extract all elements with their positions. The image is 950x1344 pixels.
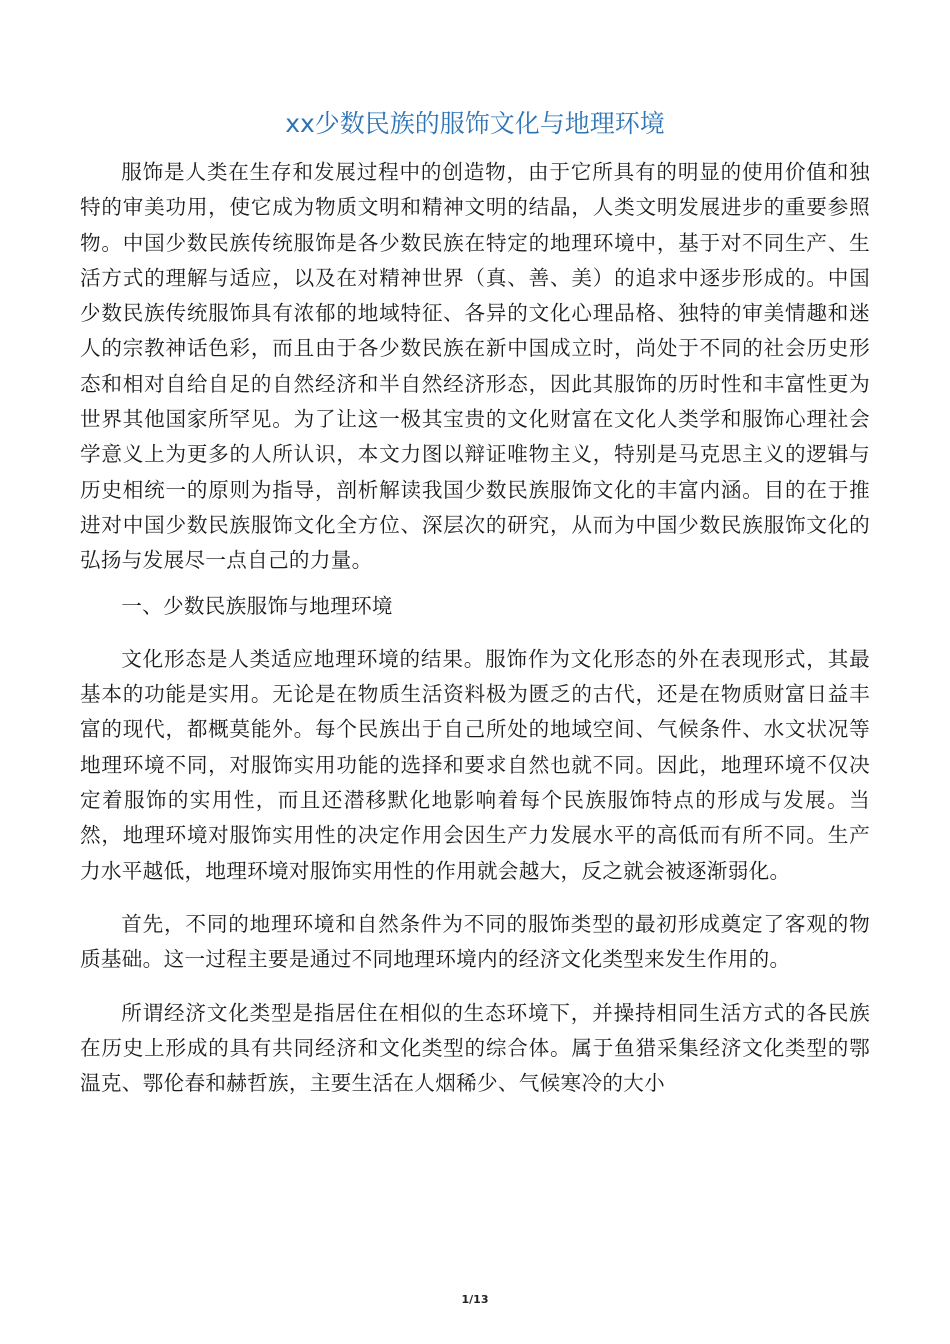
paragraph-economic-type: 所谓经济文化类型是指居住在相似的生态环境下，并操持相同生活方式的各民族在历史上形成的具有共同经济和文化类型的综合体。属于鱼猎采集经济文化类型的鄂温克、鄂伦春和赫哲族，主要生活在人烟稀少、气候寒冷的大小	[80, 1000, 870, 1096]
section-heading: 一、少数民族服饰与地理环境	[121, 593, 393, 618]
document-title: xx少数民族的服饰文化与地理环境	[285, 109, 665, 138]
paragraph-intro: 服饰是人类在生存和发展过程中的创造物，由于它所具有的明显的使用价值和独特的审美功用，使它成为物质文明和精神文明的结晶，人类文明发展进步的重要参照物。中国少数民族传统服饰是各少数民族在特定的地理环境中，基于对不同生产、生活方式的理解与适应，以及在对精神世界（真、善、美）的追求中逐步形成的。中国少数民族传统服饰具有浓郁的地域特征、各异的文化心理品格、独特的审美情趣和迷人的宗教神话色彩，而且由于各少数民族在新中国成立时，尚处于不同的社会历史形态和相对自给自足的自然经济和半自然经济形态，因此其服饰的历时性和丰富性更为世界其他国家所罕见。为了让这一极其宝贵的文化财富在文化人类学和服饰心理社会学意义上为更多的人所认识，本文力图以辩证唯物主义，特别是马克思主义的逻辑与历史相统一的原则为指导，剖析解读我国少数民族服饰文化的丰富内涵。目的在于推进对中国少数民族服饰文化全方位、深层次的研究，从而为中国少数民族服饰文化的弘扬与发展尽一点自己的力量。	[80, 160, 870, 573]
page-number: 1/13	[461, 1293, 489, 1306]
document-body	[80, 155, 870, 1101]
paragraph-first: 首先，不同的地理环境和自然条件为不同的服饰类型的最初形成奠定了客观的物质基础。这一过程主要是通过不同地理环境内的经济文化类型来发生作用的。	[80, 911, 870, 972]
paragraph-culture-form: 文化形态是人类适应地理环境的结果。服饰作为文化形态的外在表现形式，其最基本的功能是实用。无论是在物质生活资料极为匮乏的古代，还是在物质财富日益丰富的现代，都概莫能外。每个民族出于自己所处的地域空间、气候条件、水文状况等地理环境不同，对服饰实用功能的选择和要求自然也就不同。因此，地理环境不仅决定着服饰的实用性，而且还潜移默化地影响着每个民族服饰特点的形成与发展。当然，地理环境对服饰实用性的决定作用会因生产力发展水平的高低而有所不同。生产力水平越低，地理环境对服饰实用性的作用就会越大，反之就会被逐渐弱化。	[80, 646, 870, 883]
